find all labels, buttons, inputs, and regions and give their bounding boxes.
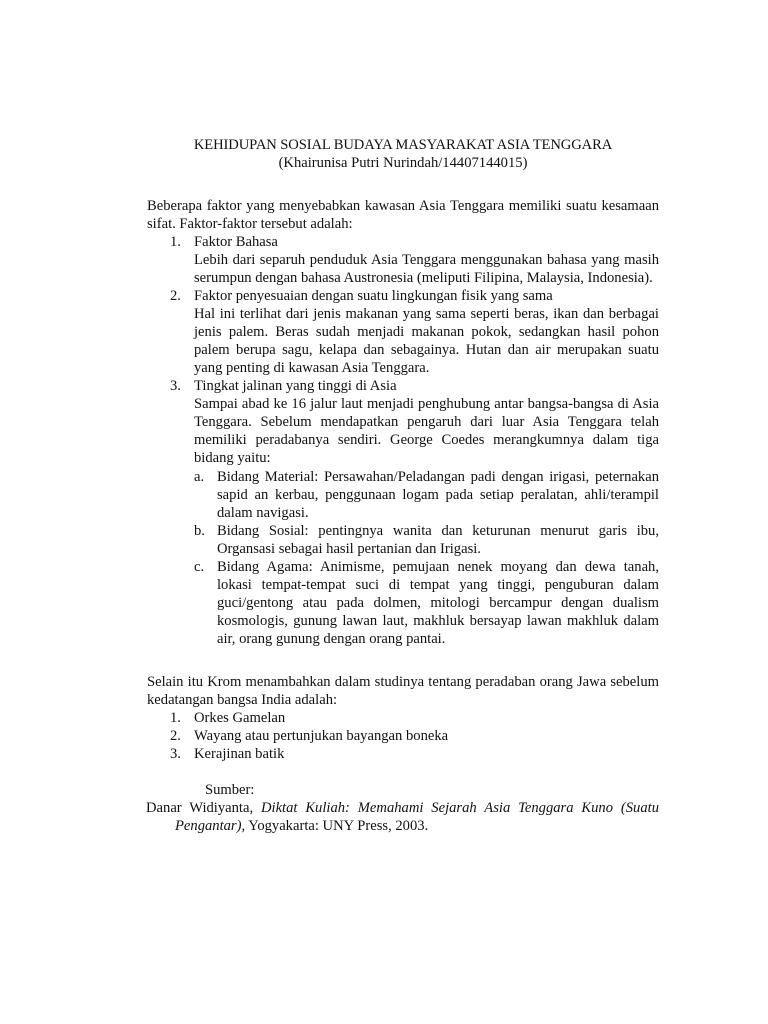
list-marker: 2. xyxy=(170,288,181,304)
krom-item-text: Orkes Gamelan xyxy=(194,710,286,726)
factor-item-3 xyxy=(147,377,659,648)
reference-author: Danar Widiyanta, xyxy=(146,800,261,816)
reference-book-title: Diktat Kuliah: Memahami Sejarah Asia Tenggara Kuno (Suatu Pengantar) xyxy=(175,800,659,834)
factor-list xyxy=(147,233,659,648)
factor-heading: Tingkat jalinan yang tinggi di Asia xyxy=(194,378,397,394)
krom-item-text: Kerajinan batik xyxy=(194,746,285,762)
factor-heading: Faktor Bahasa xyxy=(194,234,278,250)
sub-item-b xyxy=(194,522,659,558)
factor-item-1 xyxy=(147,233,659,287)
list-marker: 3. xyxy=(170,378,181,394)
krom-item-1 xyxy=(147,709,659,727)
factor-body: Hal ini terlihat dari jenis makanan yang sama seperti beras, ikan dan berbagai jenis palem. Beras sudah menjadi makanan pokok, sedangkan hasil pohon palem berupa sagu, kelapa dan sebagainya. Hutan dan air merupakan suatu yang penting di kawasan Asia Tenggara. xyxy=(194,306,659,376)
list-marker: b. xyxy=(194,523,205,539)
list-marker: 2. xyxy=(170,728,181,744)
reference-entry xyxy=(146,799,659,835)
krom-list xyxy=(147,709,659,763)
reference-publisher: , Yogyakarta: UNY Press, 2003. xyxy=(241,818,429,834)
document-title: KEHIDUPAN SOSIAL BUDAYA MASYARAKAT ASIA TENGGARA xyxy=(193,137,613,153)
factor-body: Sampai abad ke 16 jalur laut menjadi penghubung antar bangsa-bangsa di Asia Tenggara. Sebelum mendapatkan pengaruh dari luar Asia Tenggara telah memiliki peradabanya sendiri. George Coedes merangkumnya dalam tiga bidang yaitu: xyxy=(194,396,659,466)
sub-item-text: Bidang Sosial: pentingnya wanita dan keturunan menurut garis ibu, Organsasi sebagai hasil pertanian dan Irigasi. xyxy=(217,523,659,557)
factor-heading: Faktor penyesuaian dengan suatu lingkungan fisik yang sama xyxy=(194,288,553,304)
list-marker: 3. xyxy=(170,746,181,762)
list-marker: 1. xyxy=(170,234,181,250)
factor-body: Lebih dari separuh penduduk Asia Tenggara menggunakan bahasa yang masih serumpun dengan bahasa Austronesia (meliputi Filipina, Malaysia, Indonesia). xyxy=(194,252,659,286)
sumber-label: Sumber: xyxy=(205,782,255,798)
intro-paragraph: Beberapa faktor yang menyebabkan kawasan Asia Tenggara memiliki suatu kesamaan sifat. Faktor-faktor tersebut adalah: xyxy=(147,198,659,232)
list-marker: a. xyxy=(194,469,205,485)
sub-list xyxy=(194,468,659,648)
sub-item-text: Bidang Material: Persawahan/Peladangan padi dengan irigasi, peternakan sapid an kerbau, penggunaan logam pada setiap peralatan, ahli/terampil dalam navigasi. xyxy=(217,469,659,521)
krom-item-3 xyxy=(147,745,659,763)
document-author: (Khairunisa Putri Nurindah/14407144015) xyxy=(278,155,528,171)
list-marker: c. xyxy=(194,559,205,575)
sub-item-a xyxy=(194,468,659,522)
sub-item-c xyxy=(194,558,659,648)
sub-item-text: Bidang Agama: Animisme, pemujaan nenek moyang dan dewa tanah, lokasi tempat-tempat suci di tempat yang tinggi, penguburan dalam guci/gentong atau pada dolmen, mitologi bercampur dengan dualism kosmologis, gunung lawan laut, makhluk bersayap lawan makhluk dalam air, orang gunung dengan orang pantai. xyxy=(217,559,659,647)
list-marker: 1. xyxy=(170,710,181,726)
krom-item-text: Wayang atau pertunjukan bayangan boneka xyxy=(194,728,449,744)
document-body xyxy=(147,136,659,835)
factor-item-2 xyxy=(147,287,659,377)
krom-paragraph: Selain itu Krom menambahkan dalam studinya tentang peradaban orang Jawa sebelum kedatangan bangsa India adalah: xyxy=(147,674,659,708)
krom-item-2 xyxy=(147,727,659,745)
